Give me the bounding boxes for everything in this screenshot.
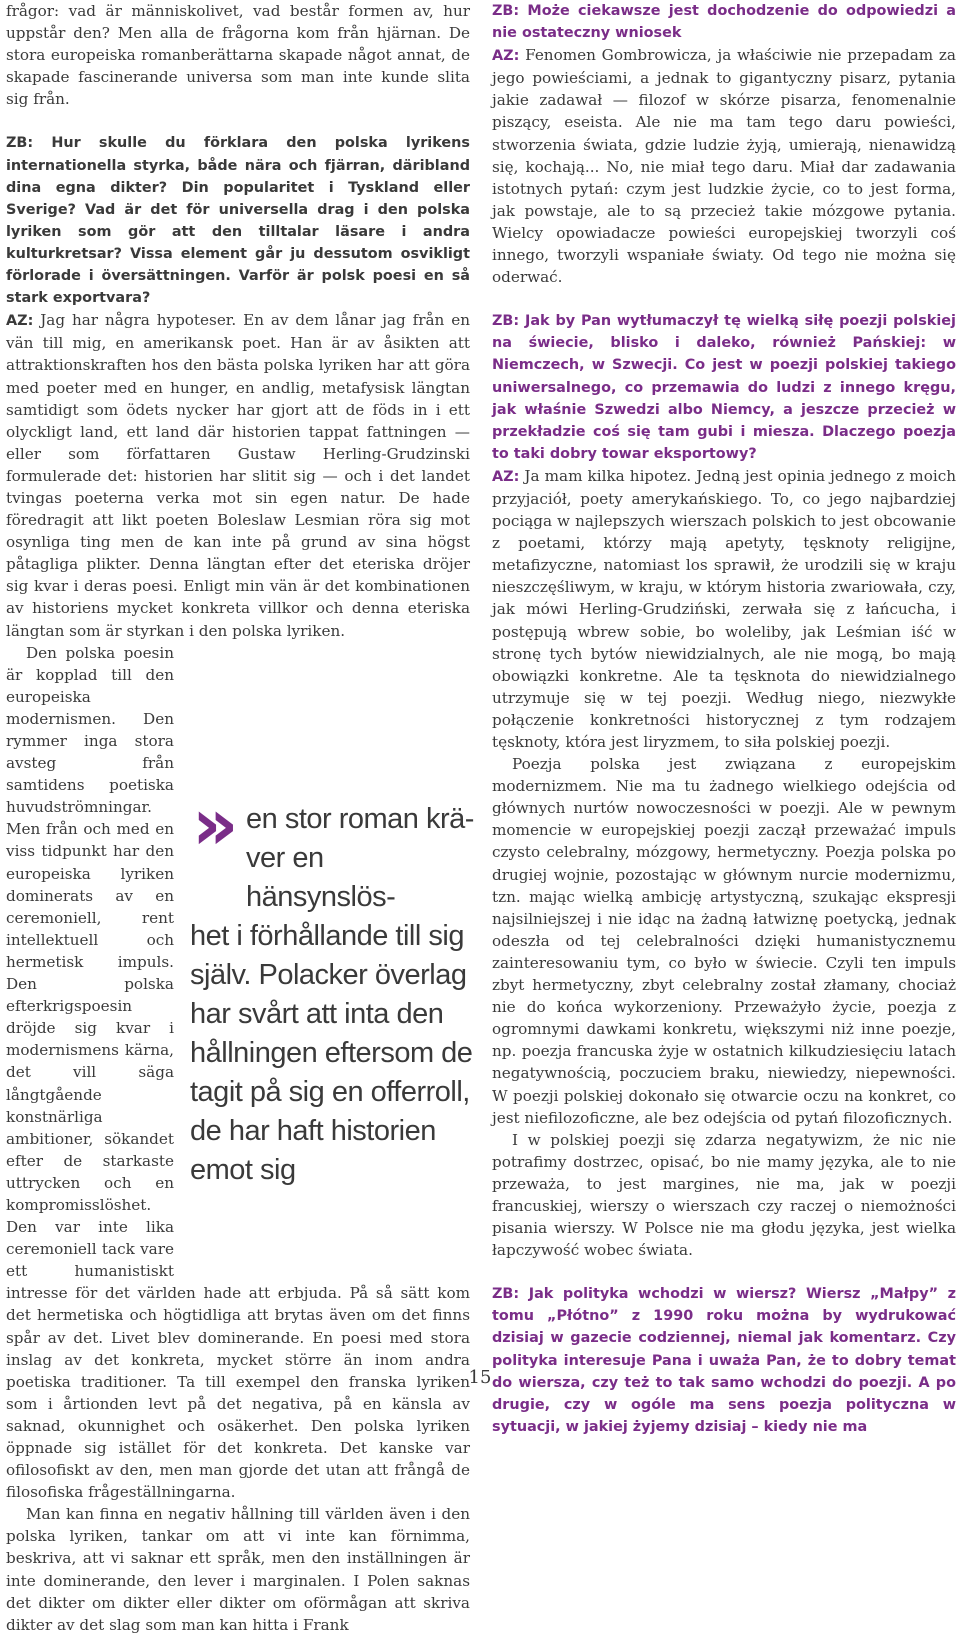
interview-question-pl-3: ZB: Jak polityka wchodzi w wiersz? Wiersz „Małpy” z tomu „Płótno” z 1990 roku można by wydrukować dzisiaj w gazecie codziennej, niemal jak komentarz. Czy polityka interesuje Pana i uważa Pan, że to dobry temat do wiersza, czy też to tak samo wchodzi do poezji. A po drugie, czy w ogóle ma sens poezja polityczna w sytuacji, w jakiej żyjemy dzisiaj – kiedy nie ma — [492, 1286, 956, 1435]
az-label: AZ: — [6, 313, 34, 330]
az-label: AZ: — [492, 468, 520, 485]
page-number: 15 — [468, 1367, 492, 1388]
answer-paragraph-pl-1 — [492, 44, 956, 288]
pull-quote-line-2: ver en hänsynslös- — [246, 842, 396, 913]
intro-paragraph: frågor: vad är människolivet, vad består formen av, hur uppstår den? Men alla de frågorna kom från hjärnan. De stora europeiska romanberättarna skapade något annat, de skapade fascinerande universa som man inte kunde slita sig från. — [6, 2, 470, 109]
right-column — [492, 0, 956, 1438]
paragraph-negative-pl: I w polskiej poezji się zdarza negatywizm, że nic nie potrafimy dostrzec, opisać, bo nie mamy języka, ale to nie przeważa, to jest margines, nie ma, jak w poezji francuskiej, wierszy o wierszach czy raczej o niemożności pisania wierszy. W Polsce nie ma głodu języka, jest wielka łapczywość wobec świata. — [492, 1130, 956, 1260]
answer-paragraph-pl-2 — [492, 465, 956, 753]
paragraph-modernism-sv: Den polska poesin är kopplad till den europeiska modernismen. Den rymmer inga stora avsteg från samtidens poetiska huvudströmningar. Men från och med en viss tidpunkt har den europeiska lyriken dominerats av en ceremoniell, rent intellektuell och hermetisk impuls. Den polska efterkrigspoesin dröjde sig kvar i modernismens kärna, det vill säga långtgående konstnärliga ambitioner, sökandet efter de starkaste uttrycken och en kompromisslöshet. Den var inte lika ceremoniell tack vare ett humanistiskt intresse för det världen hade att erbjuda. På så sätt kom det hermetiska och högtidliga att brytas även om det finns spår av det. Livet blev dominerande. En poesi med stora inslag av det konkreta, mycket större än inom andra poetiska traditioner. Ta till exempel den franska lyriken som i årtionden levt på det negativa, på en känsla av saknad, okunnighet och osäkerhet. Den polska lyriken öppnade sig istället för det konkreta. Det kanske var ofilosofiskt av den, men man gjorde det utan att frångå de filosofiska frågeställningarna. — [6, 643, 470, 1502]
interview-question-sv: ZB: Hur skulle du förklara den polska lyrikens internationella styrka, både nära och fjärran, däribland dina egna dikter? Din popularitet i Tyskland eller Sverige? Vad är det för universella drag i den polska lyriken som gör att den tilltalar läsare i andra kulturkretsar? Vissa element går ju dessutom osvikligt förlorade i översättningen. Varför är polsk poesi en så stark exportvara? — [6, 135, 470, 307]
paragraph-modernism-pl: Poezja polska jest związana z europejskim modernizmem. Nie ma tu żadnego wielkiego odejścia od głównych nurtów nowoczesności w poezji. Ale w pewnym momencie w europejskiej poezji zaczął przeważać impuls czysto celebralny, mózgowy, hermetyczny. Poezja polska po drugiej wojnie, pozostając w głównym nurcie modernizmu, tzn. mając wielką ambicję artystyczną, szukając ekspresji najsilniejszej i nie idąc na żadną łatwiznę poetycką, jednak odeszła od tej celebralności dzięki humanistycznemu zainteresowaniu tym, co było w świecie. Czyli ten impuls zbyt hermetyczny, zbyt celebralny został złamany, chociaż nie do końca wykorzeniony. Przeważyło życie, poezja z ogromnymi dawkami konkretu, większymi niż inne poezje, np. poezja francuska żyje w ostatnich kilkudziesięciu latach negatywnością, poczuciem braku, niewiedzy, niepewności. W poezji polskiej dokonało się otwarcie oczu na konkret, co jest niefilozoficzne, ale bez odejścia od pytań filozoficznych. — [492, 755, 956, 1127]
answer-text-pl-1: Fenomen Gombrowicza, ja właściwie nie przepadam za jego powieściami, a jednak to gigantyczny pisarz, pytania jakie zadawał — filozof w skórze pisarza, fenomenalnie piszący, eseista. Ale nie ma tam tego daru powieści, stworzenia świata, gdzie ludzie żyją, umierają, nienawidzą się, kochają... No, nie miał tego daru. Miał dar zadawania istotnych pytań: czym jest ludzkie życie, co to jest forma, jak powstaje, ale to są przecież takie mózgowe pytania. Wielcy opowiadacze powieści europejskiej tworzyli coś innego, tworzyli wspaniałe światy. Od tego nie można się oderwać. — [492, 46, 956, 287]
interview-question-pl-2: ZB: Jak by Pan wytłumaczył tę wielką siłę poezji polskiej na świecie, blisko i daleko, również Pańskiej: w Niemczech, w Szwecji. Co jest w poezji polskiej takiego uniwersalnego, co przemawia do ludzi z innego kręgu, jak właśnie Szwedzi albo Niemcy, a jeszcze przecież w przekładzie coś się tam gubi i miesza. Dlaczego poezja to taki dobry towar eksportowy? — [492, 313, 956, 462]
paragraph-negative-sv: Man kan finna en negativ hållning till världen även i den polska lyriken, tankar om att vi inte kan förnimma, beskriva, att vi saknar ett språk, men den inställningen är inte dominerande, den lever i marginalen. I Polen saknas det dikter om dikter eller dikter om oförmågan att skriva dikter av det slag som man kan hitta i Frank — [6, 1505, 470, 1634]
answer-text-sv: Jag har några hypoteser. En av dem lånar jag från en vän till mig, en amerikansk poet. Han är av åsikten att attraktionskraften hos den bästa polska lyriken har att göra med poeter med en hunger, en andlig, metafysisk längtan samtidigt som ödets nycker har gjort att de föds in i ett olyckligt land, ett land där historien tappat fattningen — eller som författaren Gustaw Herling-Grudzinski formulerade det: historien har slitit sig — och i det landet tvingas poeterna verka mot sin egen natur. De hade föredragit att likt poeten Boleslaw Lesmian röra sig mot osynliga ting men de kan inte på grund av sina högst påtagliga plikter. Denna längtan efter det eteriska dröjer sig kvar i deras poesi. Enligt min vän är det kombinationen av historiens mycket konkreta villkor och denna eteriska längtan som är styrkan i den polska lyriken. — [6, 311, 470, 640]
answer-paragraph-sv — [6, 309, 470, 641]
pull-quote-line-1: en stor roman krä- — [246, 803, 474, 835]
pull-quote-rest: het i förhållande till sig själv. Polacker överlag har svårt att inta den hållningen eftersom de tagit på sig en offerroll, de har haft historien emot sig — [190, 920, 473, 1186]
az-label: AZ: — [492, 48, 520, 65]
interview-question-pl-1: ZB: Może ciekawsze jest dochodzenie do odpowiedzi a nie ostateczny wniosek — [492, 3, 956, 42]
pull-quote — [190, 782, 480, 1190]
answer-text-pl-2: Ja mam kilka hipotez. Jedną jest opinia jednego z moich przyjaciół, poety amerykańskiego. To, co jego najbardziej pociąga w najlepszych wierszach polskich to jest obcowanie z poetami, którzy mają apetyty, tęsknoty religijne, metafizyczne, natomiast los sprawił, że urodzili się w kraju nieszczęśliwym, w kraju, w którym historia zwariowała, czy, jak mówi Herling-Grudziński, zerwała się z łańcucha, i postępują wbrew sobie, bo woleliby, jak Leśmian iść w stronę tych bytów niewidzialnych, ale nie mogą, bo mają obowiązki konkretne. Ale ta tęsknota do niewidzialnego utrzymuje się w tej poezji. Według niego, niezwykłe połączenie konkretności historycznej z tym rodzajem tęsknoty, która jest liryzmem, to siła polskiej poezji. — [492, 466, 956, 751]
quote-mark-icon: » — [192, 782, 239, 866]
